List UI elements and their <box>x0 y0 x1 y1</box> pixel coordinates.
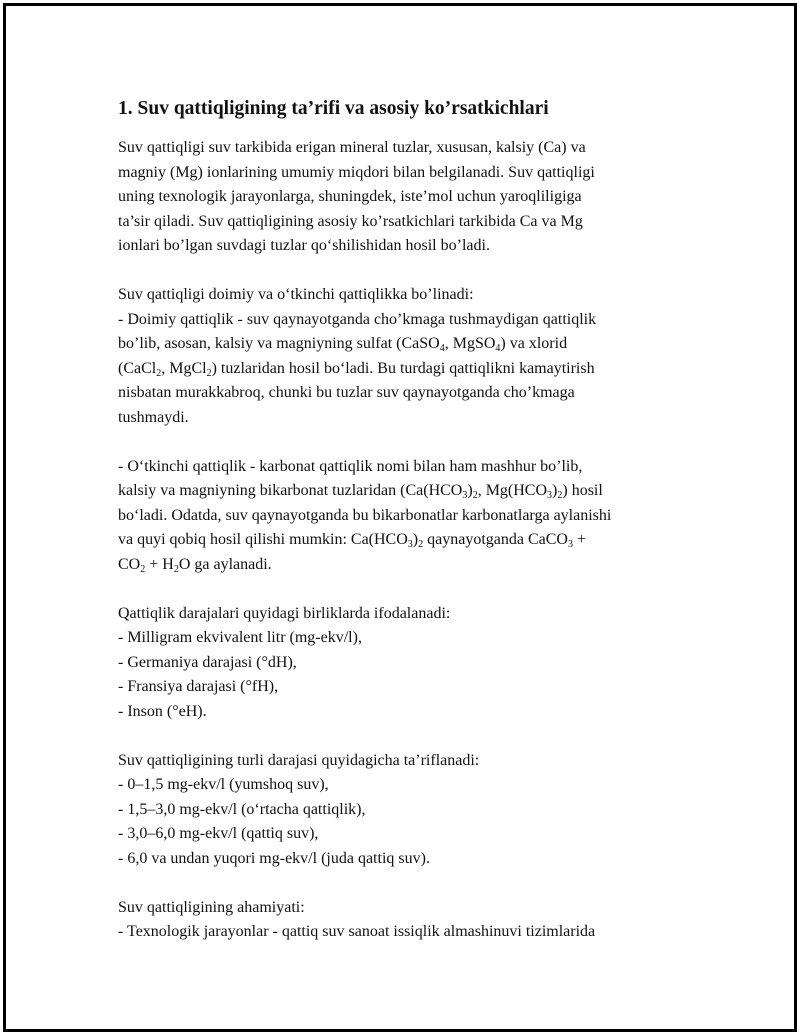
list-item: - Germaniya darajasi (°dH), <box>118 653 297 671</box>
list-item: Suv qattiqligining turli darajasi quyidagicha ta’riflanadi: <box>118 751 480 769</box>
hardness-units-list <box>118 602 698 725</box>
intro-paragraph <box>118 136 698 259</box>
section-heading: 1. Suv qattiqligining ta’rifi va asosiy ko’rsatkichlari <box>118 98 549 119</box>
list-item: - 0–1,5 mg-ekv/l (yumshoq suv), <box>118 776 329 793</box>
list-item: - 3,0–6,0 mg-ekv/l (qattiq suv), <box>118 825 319 842</box>
text-line: kalsiy va magniyning bikarbonat tuzlaridan ($Ca(HCO_3)_2$, $Mg(HCO_3)_2$) hosil <box>118 482 603 501</box>
text-line: Suv qattiqligi doimiy va o‘tkinchi qattiqlikka bo’linadi: <box>118 286 474 303</box>
document-page <box>3 3 797 1032</box>
temporary-hardness-paragraph <box>118 455 698 578</box>
text-line: va quyi qobiq hosil qilishi mumkin: $Ca(HCO_3)_2$ qaynayotganda CaCO$_3$ + <box>118 531 586 550</box>
list-item: Qattiqlik darajalari quyidagi birliklarda ifodalanadi: <box>118 604 451 622</box>
text-line: - Texnologik jarayonlar - qattiq suv sanoat issiqlik almashinuvi tizimlarida <box>118 923 596 940</box>
text-line: ionlari bo’lgan suvdagi tuzlar qo‘shilishidan hosil bo’ladi. <box>118 237 490 254</box>
text-line: magniy (Mg) ionlarining umumiy miqdori bilan belgilanadi. Suv qattiqligi <box>118 163 595 181</box>
document-body <box>118 96 698 969</box>
text-line: - Doimiy qattiqlik - suv qaynayotganda cho’kmaga tushmaydigan qattiqlik <box>118 310 597 328</box>
text-line: (CaCl$_2$, MgCl$_2$) tuzlaridan hosil bo‘ladi. Bu turdagi qattiqlikni kamaytirish <box>118 359 595 379</box>
text-line: - O‘tkinchi qattiqlik - karbonat qattiqlik nomi bilan ham mashhur bo’lib, <box>118 457 583 475</box>
text-line: tushmaydi. <box>118 408 189 426</box>
list-item: - Inson (°eH). <box>118 702 207 720</box>
text-line: bo’lib, asosan, kalsiy va magniyning sulfat (CaSO$_4$, MgSO$_4$) va xlorid <box>118 335 568 354</box>
list-item: - 6,0 va undan yuqori mg-ekv/l (juda qattiq suv). <box>118 849 430 867</box>
text-line: Suv qattiqligi suv tarkibida erigan mineral tuzlar, xususan, kalsiy (Ca) va <box>118 139 586 156</box>
list-item: - Fransiya darajasi (°fH), <box>118 678 279 695</box>
text-line: uning texnologik jarayonlarga, shuningdek, iste’mol uchun yaroqliligiga <box>118 188 582 205</box>
text-line: nisbatan murakkabroq, chunki bu tuzlar suv qaynayotganda cho’kmaga <box>118 384 575 401</box>
hardness-levels-list <box>118 749 698 872</box>
importance-paragraph <box>118 896 698 945</box>
text-line: $CO_2 + H_2O$ ga aylanadi. <box>118 555 272 575</box>
hardness-types-paragraph <box>118 283 698 430</box>
list-item: - Milligram ekvivalent litr (mg-ekv/l), <box>118 629 362 646</box>
text-line: bo‘ladi. Odatda, suv qaynayotganda bu bikarbonatlar karbonatlarga aylanishi <box>118 506 612 524</box>
text-line: ta’sir qiladi. Suv qattiqligining asosiy ko’rsatkichlari tarkibida Ca va Mg <box>118 212 583 230</box>
list-item: - 1,5–3,0 mg-ekv/l (o‘rtacha qattiqlik), <box>118 800 366 818</box>
text-line: Suv qattiqligining ahamiyati: <box>118 898 305 916</box>
